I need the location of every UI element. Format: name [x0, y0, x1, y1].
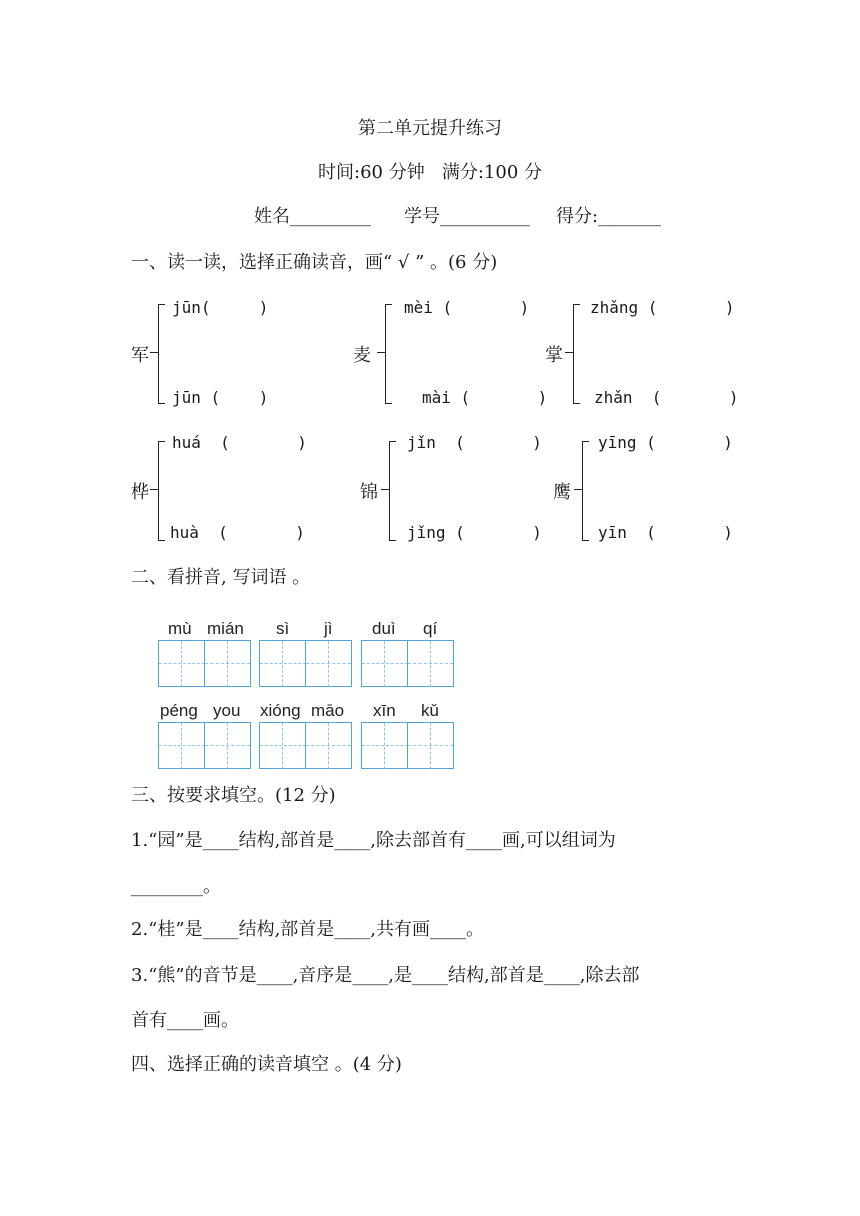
pinyin-option[interactable]: zhǎng ( ): [590, 298, 735, 317]
grid-pinyin: duì: [372, 619, 396, 638]
grid-pinyin: you: [213, 701, 241, 720]
writing-grid[interactable]: [361, 722, 454, 769]
grid-pinyin: xīn: [373, 701, 396, 720]
pinyin-option[interactable]: huà ( ): [170, 523, 305, 542]
brace: [385, 304, 392, 404]
grid-pinyin: mián: [207, 619, 244, 638]
pinyin-option[interactable]: huá ( ): [172, 433, 307, 452]
choice-char: 军: [131, 345, 149, 366]
section-4-heading: 四、选择正确的读音填空 。(4 分): [131, 1054, 402, 1075]
question-item: ________。: [131, 876, 221, 897]
pinyin-option[interactable]: yīng ( ): [598, 433, 733, 452]
brace: [573, 304, 580, 404]
grid-pinyin: sì: [276, 619, 290, 638]
writing-grid[interactable]: [361, 640, 454, 687]
pinyin-option[interactable]: zhǎn ( ): [594, 388, 739, 407]
grid-pinyin: péng: [160, 701, 198, 720]
exam-info: 时间:60 分钟 满分:100 分: [318, 162, 542, 183]
brace-tick: [381, 489, 389, 490]
choice-char: 锦: [360, 482, 378, 503]
pinyin-option[interactable]: yīn ( ): [598, 523, 733, 542]
section-1-heading: 一、读一读，选择正确读音，画“ √ ” 。(6 分): [131, 252, 498, 273]
grid-pinyin: mù: [168, 619, 192, 638]
choice-char: 鹰: [553, 482, 571, 503]
pinyin-option[interactable]: jǐng ( ): [407, 523, 542, 542]
question-item: 首有____画。: [131, 1010, 239, 1031]
section-2-heading: 二、看拼音, 写词语 。: [131, 567, 311, 588]
score-field[interactable]: 得分:_______: [556, 206, 662, 227]
writing-grid[interactable]: [259, 640, 352, 687]
choice-char: 麦: [353, 345, 371, 366]
choice-char: 掌: [545, 345, 563, 366]
pinyin-option[interactable]: jūn ( ): [172, 388, 269, 407]
grid-pinyin: māo: [311, 701, 345, 720]
grid-pinyin: kǔ: [421, 701, 439, 720]
question-item: 3.“熊”的音节是____,音序是____,是____结构,部首是____,除去部: [131, 965, 640, 986]
choice-char: 桦: [131, 482, 149, 503]
writing-grid[interactable]: [158, 640, 251, 687]
pinyin-option[interactable]: jǐn ( ): [407, 433, 542, 452]
writing-grid[interactable]: [158, 722, 251, 769]
pinyin-option[interactable]: jūn( ): [172, 298, 269, 317]
page-title: 第二单元提升练习: [358, 118, 502, 139]
question-item: 2.“桂”是____结构,部首是____,共有画____。: [131, 919, 485, 940]
brace-tick: [574, 489, 582, 490]
brace: [158, 441, 165, 541]
grid-pinyin: xióng: [260, 701, 301, 720]
grid-pinyin: jì: [324, 619, 333, 638]
brace-tick: [150, 489, 158, 490]
question-item: 1.“园”是____结构,部首是____,除去部首有____画,可以组词为: [131, 830, 616, 851]
section-3-heading: 三、按要求填空。(12 分): [131, 785, 336, 806]
writing-grid[interactable]: [259, 722, 352, 769]
name-field[interactable]: 姓名_________: [254, 206, 371, 227]
brace: [158, 304, 165, 404]
brace-tick: [150, 352, 158, 353]
pinyin-option[interactable]: mài ( ): [422, 388, 548, 407]
student-number-field[interactable]: 学号__________: [404, 206, 530, 227]
brace-tick: [565, 352, 573, 353]
pinyin-option[interactable]: mèi ( ): [404, 298, 530, 317]
brace: [389, 441, 396, 541]
brace: [582, 441, 589, 541]
brace-tick: [377, 352, 385, 353]
grid-pinyin: qí: [423, 619, 438, 638]
